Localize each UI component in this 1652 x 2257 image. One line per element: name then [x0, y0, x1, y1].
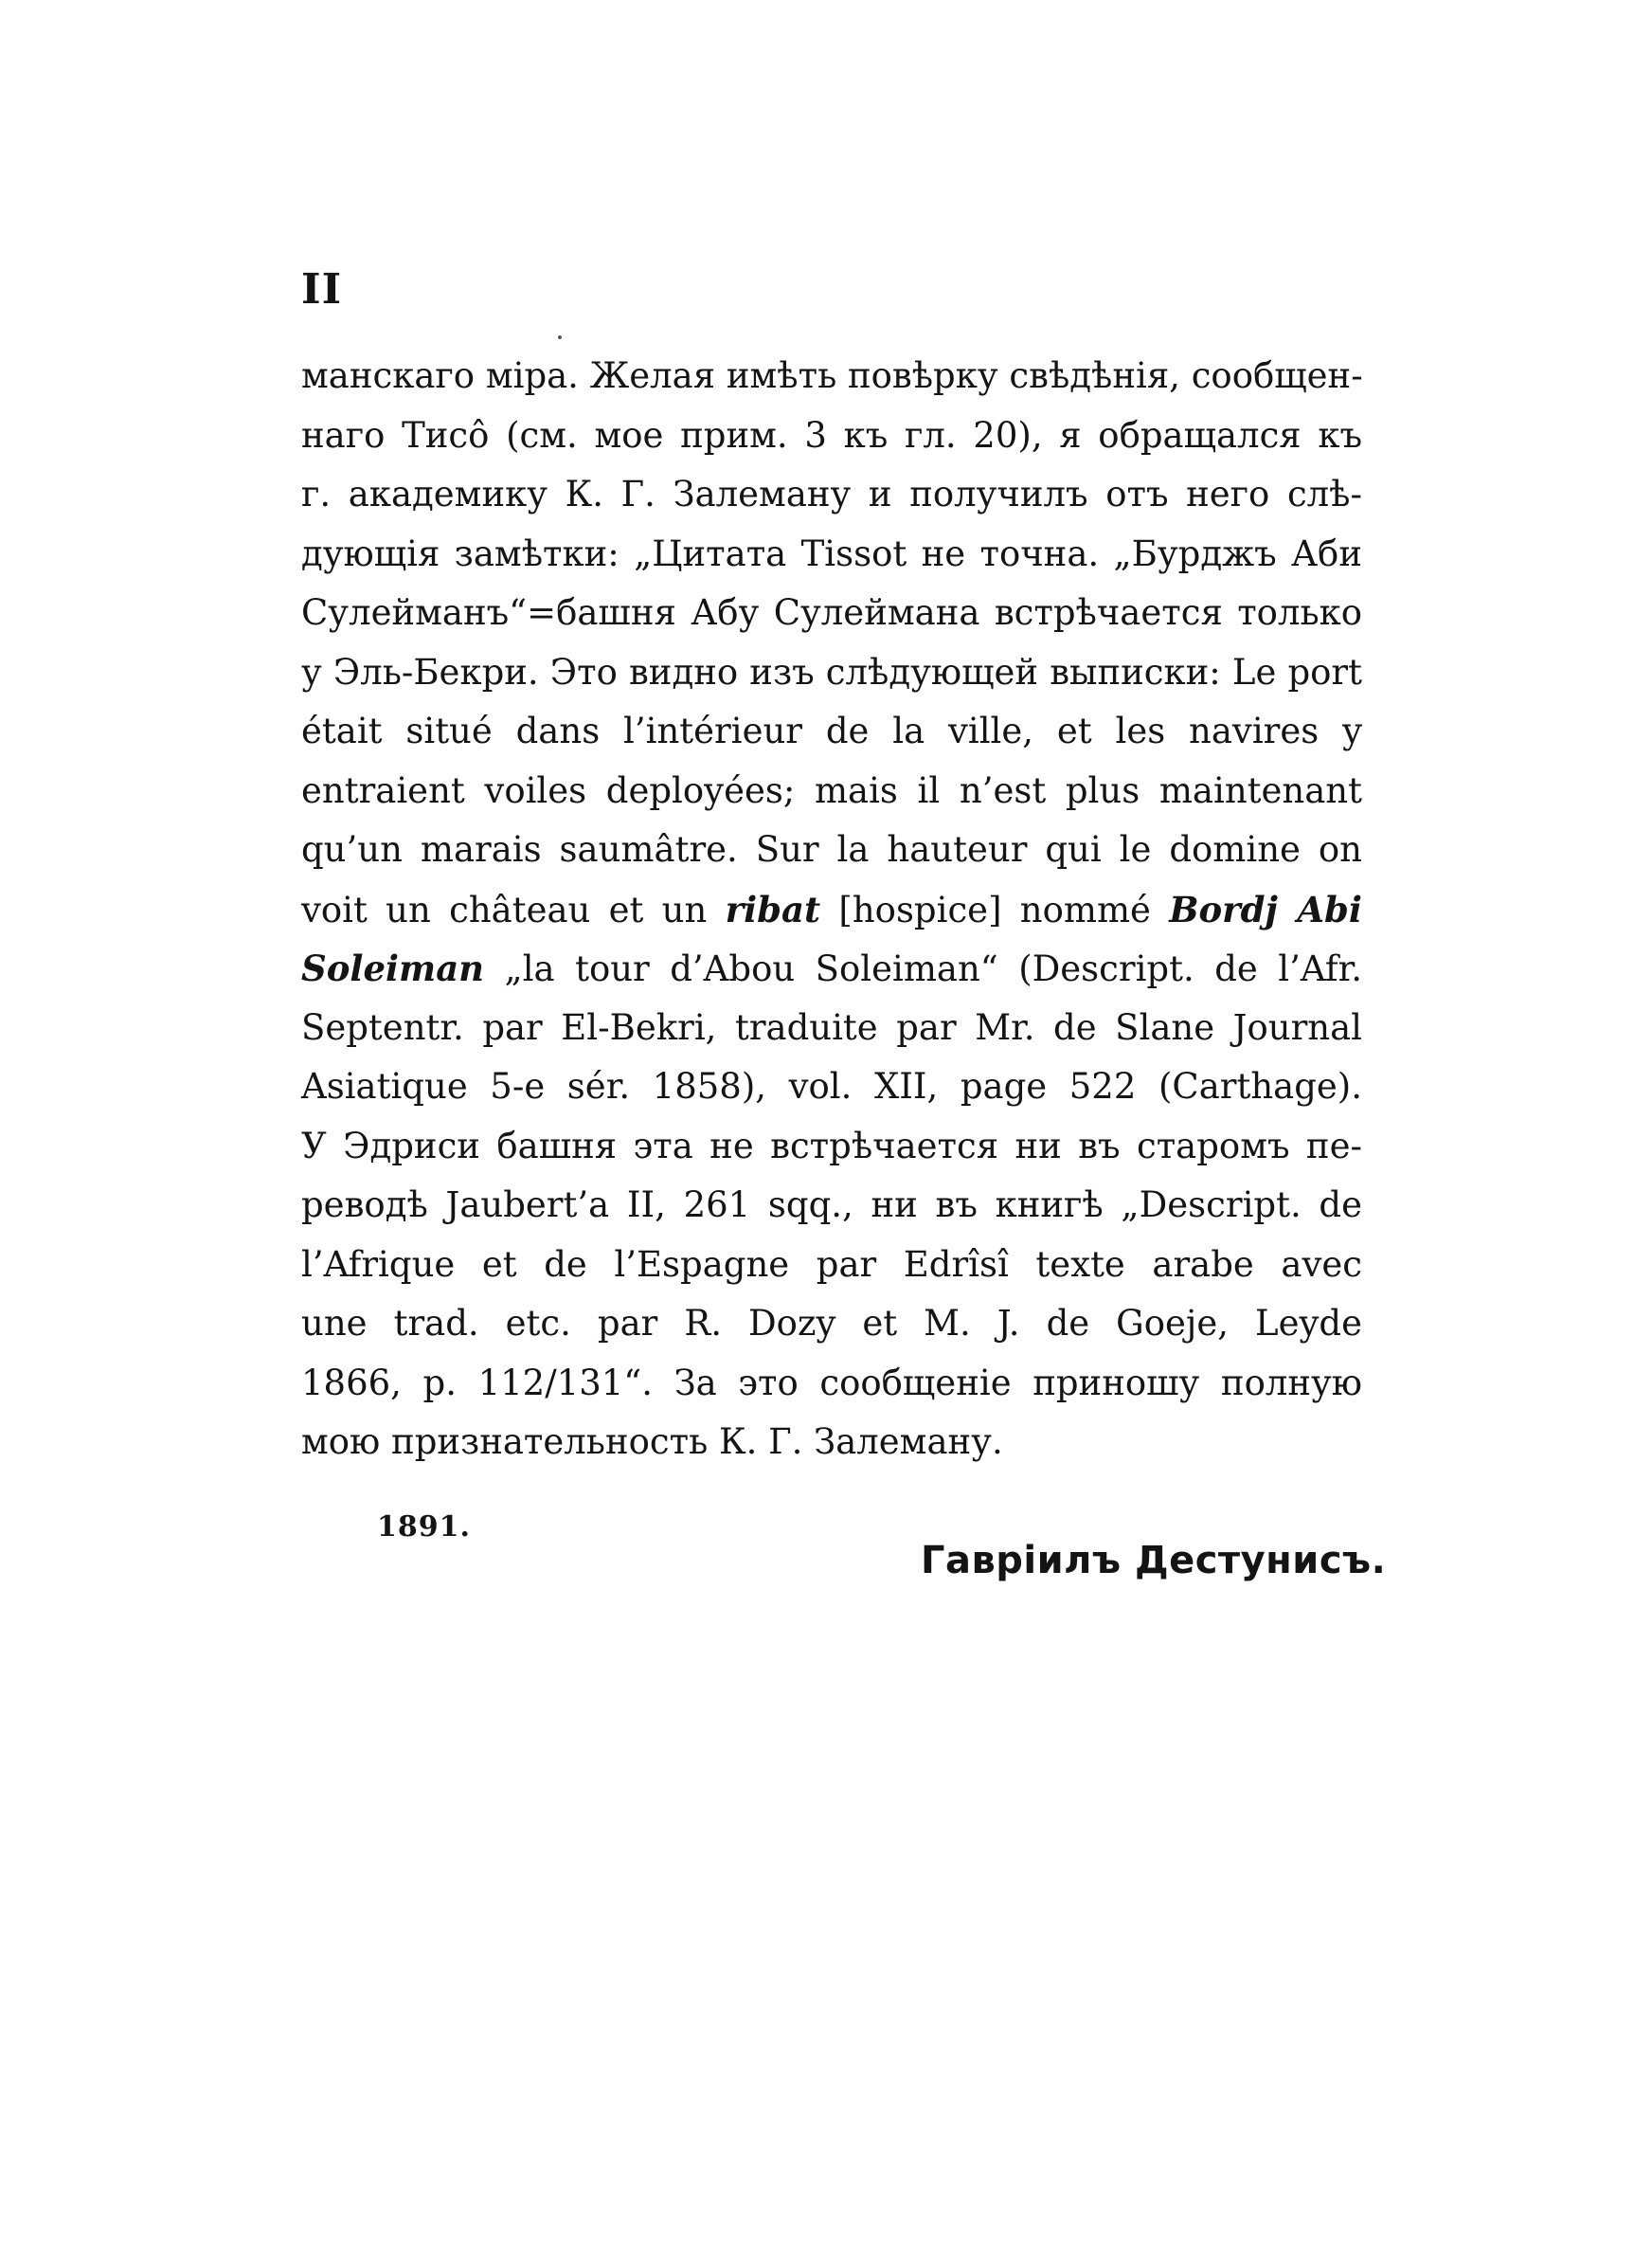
text-line: реводѣ Jaubert’a II, 261 sqq., ни въ книгѣ „Descript. de — [301, 1184, 1362, 1225]
text-line: у Эль-Бекри. Это видно изъ слѣдующей выписки: Le port — [301, 651, 1362, 693]
text-line: 1866, p. 112/131“. За это сообщеніе приношу полную — [301, 1362, 1362, 1403]
text-line: l’Afrique et de l’Espagne par Edrîsî texte arabe avec — [301, 1243, 1362, 1285]
text-line: наго Тиcô (см. мое прим. 3 къ гл. 20), я обращался къ — [301, 414, 1362, 456]
text-line: qu’un marais saumâtre. Sur la hauteur qui le domine on — [301, 829, 1362, 870]
text-line-last: мою признательность К. Г. Залеману. — [301, 1421, 1003, 1462]
date: 1891. — [377, 1510, 471, 1544]
text-line: une trad. etc. par R. Dozy et M. J. de Goeje, Leyde — [301, 1303, 1362, 1344]
author-signature: Гавріилъ Дестунисъ. — [921, 1539, 1387, 1582]
body-paragraph — [301, 347, 1362, 1472]
page-number: II — [301, 265, 343, 314]
italic-term: ribat — [725, 888, 821, 930]
text-segment: „la tour d’Abou Soleiman“ (Descript. de l’Afr. — [484, 948, 1362, 989]
italic-term: Soleiman — [301, 948, 485, 989]
text-line: Сулейманъ“=башня Абу Сулеймана встрѣчается только — [301, 592, 1362, 633]
text-line-with-italics — [301, 939, 1362, 999]
text-line-with-italics — [301, 880, 1362, 940]
text-line: У Эдриси башня эта не встрѣчается ни въ старомъ пе- — [301, 1125, 1362, 1166]
text-line: était situé dans l’intérieur de la ville, et les navires y — [301, 711, 1362, 751]
text-segment: [hospice] nommé — [820, 889, 1170, 930]
text-line: манскаго міра. Желая имѣть повѣрку свѣдѣнія, сообщен- — [301, 355, 1363, 396]
text-line: Asiatique 5-e sér. 1858), vol. XII, page 522 (Carthage). — [301, 1066, 1362, 1107]
text-segment: voit un château et un — [301, 889, 726, 930]
text-line: г. академику К. Г. Залеману и получилъ отъ него слѣ- — [301, 474, 1362, 515]
text-line: дующія замѣтки: „Цитата Tissot не точна. „Бурджъ Аби — [301, 533, 1362, 574]
text-line: Septentr. par El-Bekri, traduite par Mr. de Slane Journal — [301, 1006, 1362, 1048]
italic-term: Bordj Abi — [1169, 888, 1362, 930]
text-line: entraient voiles deployées; mais il n’est plus maintenant — [301, 769, 1362, 811]
print-speck — [558, 335, 562, 339]
